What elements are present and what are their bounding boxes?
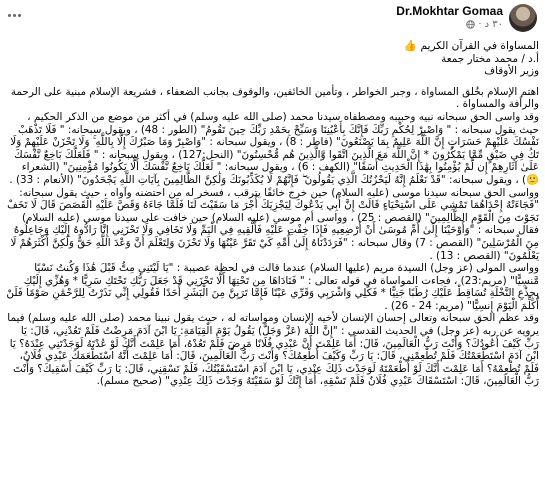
post-byline: أ.د / محمد مختار جمعة	[441, 52, 539, 65]
author-avatar[interactable]	[509, 4, 537, 32]
post-time[interactable]: ٣٠ د	[484, 19, 503, 30]
post-title: المساواة في القرآن الكريم 👍	[403, 40, 539, 52]
post-paragraph-3: وواسى المولى (عز وجل) السيدة مريم (عليها السلام) عندما قالت في لحظة عصيبة : "يَا لَيْتَنِي مِتُّ قَبْلَ هَٰذَا وَكُنتُ نَسْيًا مَّنسِيًّا" (مريم:23) ، فجاءت المواساة في قوله تعالى : " فَنَادَاهَا مِن تَحْتِهَا أَلَّا تَحْزَنِي قَدْ جَعَلَ رَبُّكِ تَحْتَكِ سَرِيًّا * وَهُزِّي إِلَيْكِ بِجِذْعِ النَّخْلَةِ تُسَاقِطْ عَلَيْكِ رُطَبًا جَنِيًّا * فَكُلِي وَاشْرَبِي وَقَرِّي عَيْنًا فَإِمَّا تَرَيِنَّ مِنَ الْبَشَرِ أَحَدًا فَقُولِي إِنِّي نَذَرْتُ لِلرَّحْمَٰنِ صَوْمًا فَلَنْ أُكَلِّمَ الْيَوْمَ إِنسِيًّا" (مريم: 24 - 26) .	[6, 262, 539, 312]
post-intro: اهتم الإسلام بخُلق المساواة ، وجبر الخواطر ، وتأمين الخائفين، والوقوف بجانب الضعفاء ، فشريعة الإسلام مبنية على الرحمة والرأفة والمساواة .	[10, 85, 539, 111]
globe-icon	[466, 20, 475, 29]
post-paragraph-1: وقد واسى الحق سبحانه نبيه وحبيبه ومصطفاه سيدنا محمد (صلى الله عليه وسلم) في أكثر من موضع من الذكر الحكيم ، حيث يقول سبحانه : " وَاصْبِرْ لِحُكْمِ رَبِّكَ فَإِنَّكَ بِأَعْيُنِنَا وَسَبِّحْ بِحَمْدِ رَبِّكَ حِينَ تَقُومُ" (الطور : 48) ، ويقول سبحانه: " فَلَا تَذْهَبْ نَفْسُكَ عَلَيْهِمْ حَسَرَاتٍ إِنَّ اللَّهَ عَلِيمٌ بِمَا يَصْنَعُونَ" (فاطر : 8) ، ويقول سبحانه : "وَاصْبِرْ وَمَا صَبْرُكَ إِلَّا بِاللَّهِ ۚ وَلَا تَحْزَنْ عَلَيْهِمْ وَلَا تَكُ فِي ضَيْقٍ مِّمَّا يَمْكُرُونَ * إِنَّ اللَّهَ مَعَ الَّذِينَ اتَّقَوا وَّالَّذِينَ هُم مُّحْسِنُونَ" (النحل:127) ، ويقول سبحانه : " فَلَعَلَّكَ بَاخِعٌ نَّفْسَكَ عَلَىٰ آثَارِهِمْ إِن لَّمْ يُؤْمِنُوا بِهَٰذَا الْحَدِيثِ أَسَفًا" (الكهف : 6) ، ويقول سبحانه: " لَعَلَّكَ بَاخِعٌ نَّفْسَكَ أَلَّا يَكُونُوا مُؤْمِنِينَ" (الشعراء 🙂) ، ويقول سبحانه: "قَدْ نَعْلَمُ إِنَّهُ لَيَحْزُنُكَ الَّذِي يَقُولُونَ ۖ فَإِنَّهُمْ لَا يُكَذِّبُونَكَ وَلَٰكِنَّ الظَّالِمِينَ بِآيَاتِ اللَّهِ يَجْحَدُونَ" (الأنعام : 33) .	[9, 110, 539, 186]
more-options-icon[interactable]	[8, 8, 26, 22]
post-position: وزير الأوقاف	[484, 65, 539, 78]
post-meta: ٣٠ د ·	[466, 19, 503, 30]
post-header	[0, 0, 545, 36]
post-paragraph-4: وقد عظم الحق سبحانه وتعالى إحسان الإنسان لأخيه الإنسان ومواساته له ، حيث يقول نبينا محمد (صلى الله عليه وسلم) فيما يرويه عن ربه (عز وجل) في الحديث القدسي : "إِنَّ اللَّهَ (عَزَّ وَجَلَّ) يَقُولُ يَوْمَ الْقِيَامَةِ: يَا ابْنَ آدَمَ مَرِضْتُ فَلَمْ تَعُدْنِي، قَالَ: يَا رَبِّ كَيْفَ أَعُودُكَ؟ وَأَنْتَ رَبُّ الْعَالَمِينَ، قَالَ: أَمَا عَلِمْتَ أَنَّ عَبْدِي فُلَانًا مَرِضَ فَلَمْ تَعُدْهُ، أَمَا عَلِمْتَ أَنَّكَ لَوْ عُدْتَهُ لَوَجَدْتَنِي عِنْدَهُ؟ يَا ابْنَ آدَمَ اسْتَطْعَمْتُكَ فَلَمْ تُطْعِمْنِي، قَالَ: يَا رَبِّ وَكَيْفَ أُطْعِمُكَ؟ وَأَنْتَ رَبُّ الْعَالَمِينَ، قَالَ: أَمَا عَلِمْتَ أَنَّهُ اسْتَطْعَمَكَ عَبْدِي فُلَانٌ، فَلَمْ تُطْعِمْهُ؟ أَمَا عَلِمْتَ أَنَّكَ لَوْ أَطْعَمْتَهُ لَوَجَدْتَ ذَلِكَ عِنْدِي، يَا ابْنَ آدَمَ اسْتَسْقَيْتُكَ، فَلَمْ تَسْقِنِي، قَالَ: يَا رَبِّ كَيْفَ أَسْقِيكَ؟ وَأَنْتَ رَبُّ الْعَالَمِينَ، قَالَ: اسْتَسْقَاكَ عَبْدِي فُلَانٌ فَلَمْ تَسْقِهِ، أَمَا إِنَّكَ لَوْ سَقَيْتَهُ وَجَدْتَ ذَلِكَ عِنْدِي" (صحيح مسلم).	[7, 312, 539, 388]
post-paragraph-2: وواسى الحق سبحانه سيدنا موسى (عليه السلام) حين خرج خائفًا يترقب ، فسخر له من احتضنه وآواه ، حيث يقول سبحانه: "فَجَاءَتْهُ إِحْدَاهُمَا تَمْشِي عَلَى اسْتِحْيَاءٍ قَالَتْ إِنَّ أَبِي يَدْعُوكَ لِيَجْزِيَكَ أَجْرَ مَا سَقَيْتَ لَنَا فَلَمَّا جَاءَهُ وَقَصَّ عَلَيْهِ الْقَصَصَ قَالَ لَا تَخَفْ نَجَوْتَ مِنَ الْقَوْمِ الظَّالِمِينَ" (القصص : 25) ، وواسى أم موسى (عليه السلام) حين خافت على سيدنا موسى (عليه السلام) فقال سبحانه : "وَأَوْحَيْنَا إِلَىٰ أُمِّ مُوسَىٰ أَنْ أَرْضِعِيهِ فَإِذَا خِفْتِ عَلَيْهِ فَأَلْقِيهِ فِي الْيَمِّ وَلَا تَخَافِي وَلَا تَحْزَنِي إِنَّا رَادُّوهُ إِلَيْكِ وَجَاعِلُوهُ مِنَ الْمُرْسَلِينَ" (القصص : 7) وقال سبحانه : "فَرَدَدْنَاهُ إِلَىٰ أُمِّهِ كَيْ تَقَرَّ عَيْنُهَا وَلَا تَحْزَنَ وَلِتَعْلَمَ أَنَّ وَعْدَ اللَّهِ حَقٌّ وَلَٰكِنَّ أَكْثَرَهُمْ لَا يَعْلَمُونَ" (القصص : 13) .	[7, 186, 539, 262]
author-name[interactable]: Dr.Mokhtar Gomaa	[396, 4, 503, 18]
post-body	[6, 40, 539, 388]
